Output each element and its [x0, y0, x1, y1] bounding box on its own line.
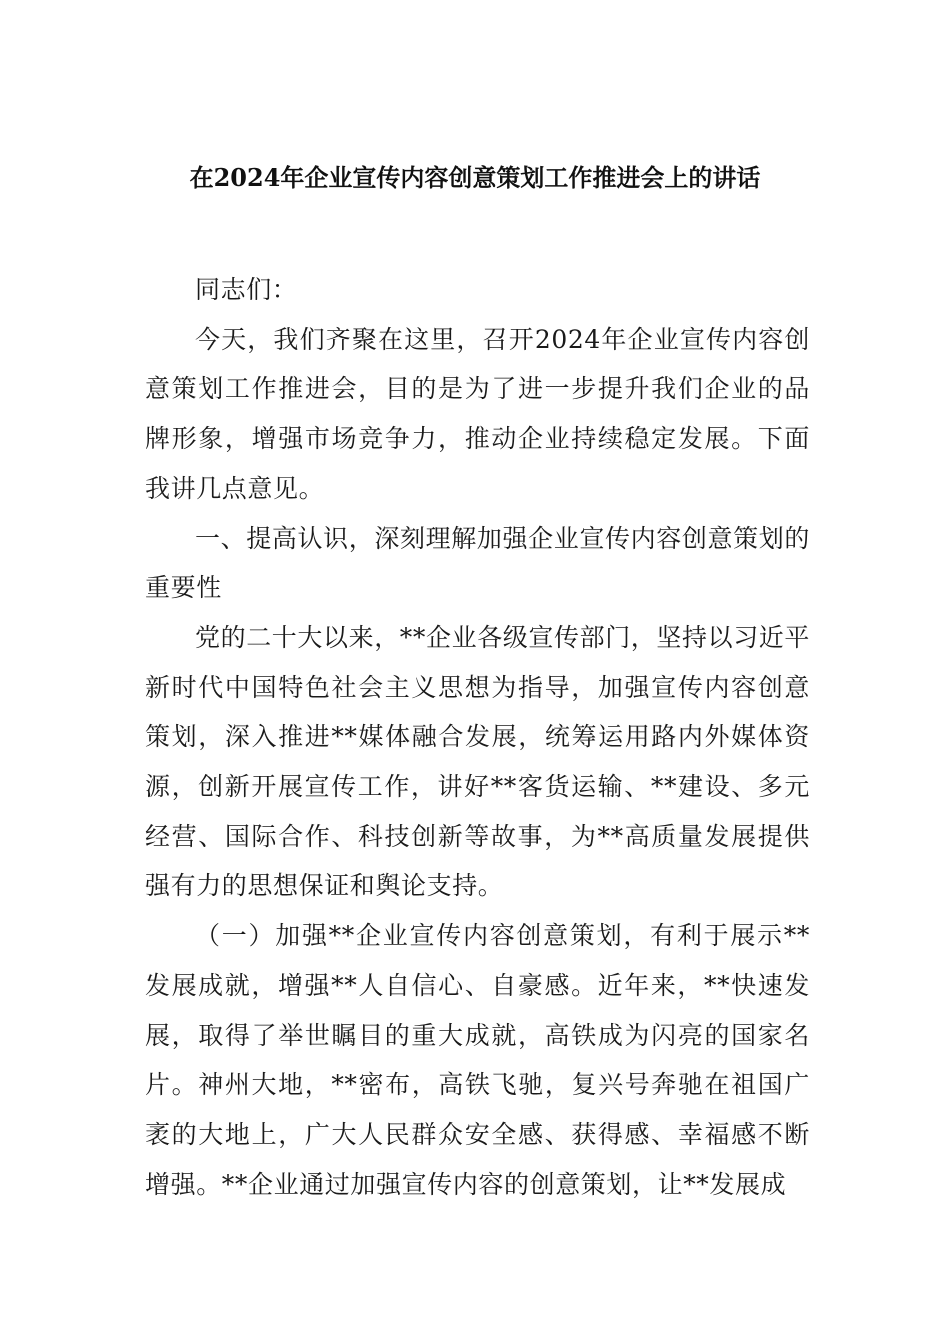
salutation: 同志们： — [195, 275, 298, 304]
paragraph-background: 党的二十大以来，**企业各级宣传部门，坚持以习近平新时代中国特色社会主义思想为指导，加强宣传内容创意策划，深入推进**媒体融合发展，统筹运用路内外媒体资源，创新开展宣传工作，讲好**客货运输、**建设、多元经营、国际合作、科技创新等故事，为**高质量发展提供强有力的思想保证和舆论支持。 — [145, 622, 811, 901]
subsection-1: （一）加强**企业宣传内容创意策划，有利于展示**发展成就，增强**人自信心、自豪感。近年来，**快速发展，取得了举世瞩目的重大成就，高铁成为闪亮的国家名片。神州大地，**密布，高铁飞驰，复兴号奔驰在祖国广袤的大地上，广大人民群众安全感、获得感、幸福感不断增强。**企业通过加强宣传内容的创意策划，让**发展成 — [145, 921, 810, 1199]
document-title: 在2024年企业宣传内容创意策划工作推进会上的讲话 — [189, 163, 761, 192]
section-heading-1: 一、提高认识，深刻理解加强企业宣传内容创意策划的重要性 — [145, 523, 810, 603]
document-body — [145, 265, 810, 1209]
paragraph-intro: 今天，我们齐聚在这里，召开2024年企业宣传内容创意策划工作推进会，目的是为了进一步提升我们企业的品牌形象，增强市场竞争力，推动企业持续稳定发展。下面我讲几点意见。 — [145, 324, 810, 503]
